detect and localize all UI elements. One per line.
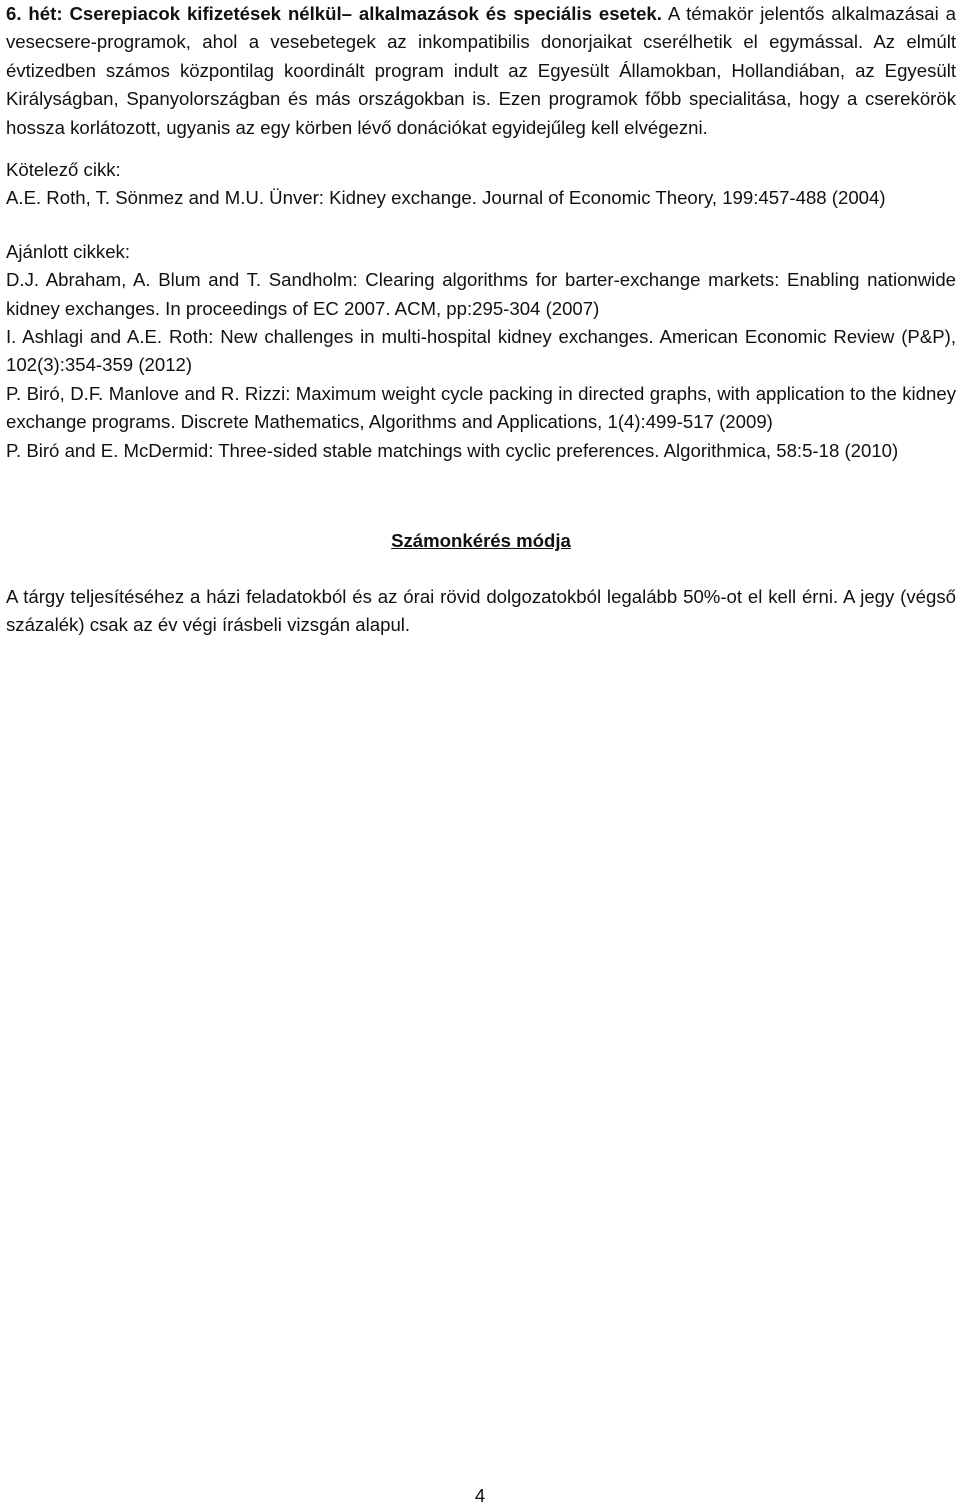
recommended-reference-abraham: D.J. Abraham, A. Blum and T. Sandholm: Clearing algorithms for barter-exchange markets: Enabling nationwide kidney exchanges. In proceedings of EC 2007. ACM, pp:295-304 (2007) xyxy=(6,269,956,319)
required-reading-label: Kötelező cikk: xyxy=(6,159,121,181)
document-page xyxy=(6,0,956,639)
week-6-title: 6. hét: Cserepiacok kifizetések nélkül– alkalmazások és speciális esetek. xyxy=(6,3,662,24)
recommended-reference-biro-mcdermid: P. Biró and E. McDermid: Three-sided stable matchings with cyclic preferences. Algorithmica, 58:5-18 (2010) xyxy=(6,439,899,461)
recommended-reference-biro-manlove: P. Biró, D.F. Manlove and R. Rizzi: Maximum weight cycle packing in directed graphs, with application to the kidney exchange programs. Discrete Mathematics, Algorithms and Applications, 1(4):499-517 (2009) xyxy=(6,382,956,433)
assessment-heading: Számonkérés módja xyxy=(391,530,571,552)
recommended-reference-ashlagi: I. Ashlagi and A.E. Roth: New challenges in multi-hospital kidney exchanges. American Economic Review (P&P), 102(3):354-359 (2012) xyxy=(6,326,956,376)
recommended-reading-label: Ajánlott cikkek: xyxy=(6,240,131,262)
required-reference: A.E. Roth, T. Sönmez and M.U. Ünver: Kidney exchange. Journal of Economic Theory, 199:457-488 (2004) xyxy=(6,187,886,209)
assessment-paragraph: A tárgy teljesítéséhez a házi feladatokból és az órai rövid dolgozatokból legalább 50%-ot el kell érni. A jegy (végső százalék) csak az év végi írásbeli vizsgán alapul. xyxy=(6,585,956,635)
week-6-paragraph xyxy=(6,0,956,142)
page-number: 4 xyxy=(474,1485,486,1506)
week-6-description: A témakör jelentős alkalmazásai a vesecsere-programok, ahol a vesebetegek az inkompatibilis donorjaikat cserélhetik el egymással. Az elmúlt évtizedben számos központilag koordinált program indult az Egyesült Államokban, Hollandiában, az Egyesült Királyságban, Spanyolországban és más országokban is. Ezen programok főbb specialitása, hogy a cserekörök hossza korlátozott, ugyanis az egy körben lévő donációkat egyidejűleg kell elvégezni. xyxy=(6,3,956,138)
